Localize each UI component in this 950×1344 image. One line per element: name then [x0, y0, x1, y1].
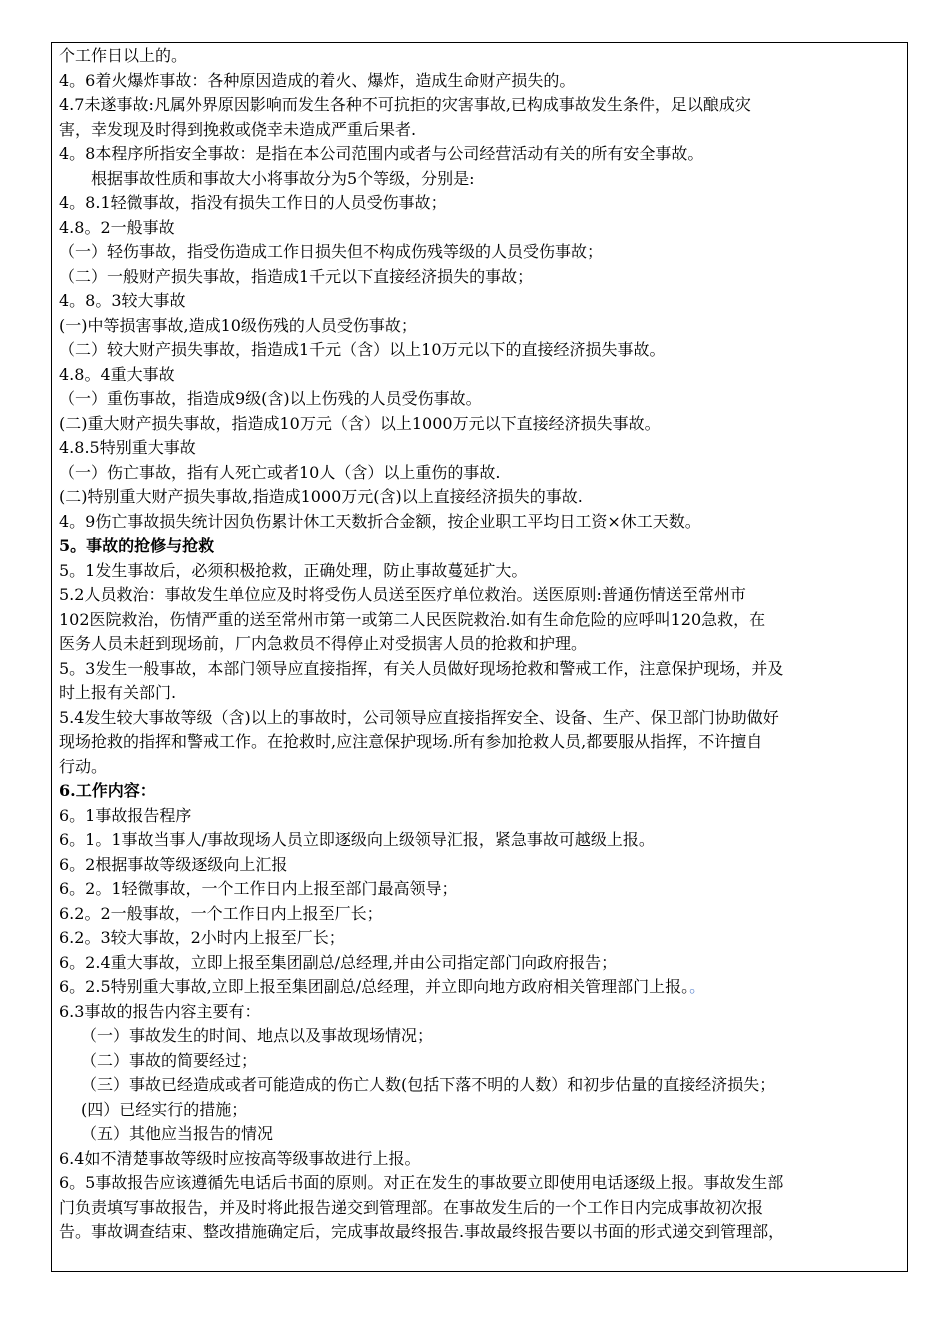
line-text: (四）已经实行的措施； [81, 1099, 248, 1119]
text-line [59, 583, 907, 608]
text-line [59, 118, 907, 143]
text-line [59, 191, 907, 216]
line-text: 现场抢救的指挥和警戒工作。在抢救时,应注意保护现场.所有参加抢救人员,都要服从指挥，不许擅自 [59, 732, 763, 751]
text-line [59, 289, 907, 314]
text-line [59, 657, 907, 682]
line-text: 6.4如不清楚事故等级时应按高等级事故进行上报。 [59, 1148, 421, 1168]
text-line [59, 804, 907, 829]
text-line [59, 265, 907, 290]
text-line [59, 926, 907, 951]
text-line [59, 608, 907, 633]
line-text: （二）较大财产损失事故，指造成1千元（含）以上10万元以下的直接经济损失事故。 [59, 340, 666, 359]
text-line [59, 240, 907, 265]
text-line [59, 1122, 907, 1147]
line-text: 6。2.5特别重大事故,立即上报至集团副总/总经理，并立即向地方政府相关管理部门上报。 [59, 977, 690, 996]
line-text: （一）重伤事故，指造成9级(含)以上伤残的人员受伤事故。 [59, 389, 482, 408]
line-text: 告。事故调查结束、整改措施确定后，完成事故最终报告.事故最终报告要以书面的形式递交到管理部， [59, 1222, 785, 1241]
text-line [59, 461, 907, 486]
line-text: (一)中等损害事故,造成10级伤残的人员受伤事故； [59, 315, 417, 335]
line-text: 6。1事故报告程序 [59, 805, 192, 825]
line-text: 6。2.4重大事故，立即上报至集团副总/总经理,并由公司指定部门向政府报告； [59, 952, 618, 972]
text-line [59, 755, 907, 780]
text-line [59, 730, 907, 755]
text-line [59, 681, 907, 706]
line-text: （一）事故发生的时间、地点以及事故现场情况； [81, 1026, 434, 1045]
line-text: 6。2。1轻微事故，一个工作日内上报至部门最高领导； [59, 879, 458, 898]
line-text: 6。2根据事故等级逐级向上汇报 [59, 854, 288, 874]
line-text: 4.8。2一般事故 [59, 217, 175, 237]
text-line [59, 1171, 907, 1196]
text-line [59, 314, 907, 339]
line-text: （三）事故已经造成或者可能造成的伤亡人数(包括下落不明的人数）和初步估量的直接经济损失； [81, 1075, 776, 1094]
text-line [59, 387, 907, 412]
text-line [59, 853, 907, 878]
line-text: 行动。 [59, 756, 108, 776]
line-text: 4。8。3较大事故 [59, 291, 186, 310]
text-line [59, 706, 907, 731]
line-text: 5。1发生事故后，必须积极抢救，正确处理，防止事故蔓延扩大。 [59, 560, 528, 580]
text-line [59, 559, 907, 584]
line-text: 6.2。2一般事故，一个工作日内上报至厂长； [59, 903, 383, 923]
text-line [59, 1220, 907, 1245]
text-line [59, 1098, 907, 1123]
line-text: (二)重大财产损失事故，指造成10万元（含）以上1000万元以下直接经济损失事故。 [59, 413, 661, 433]
text-line [59, 828, 907, 853]
text-line [59, 412, 907, 437]
line-text: 5.4发生较大事故等级（含)以上的事故时，公司领导应直接指挥安全、设备、生产、保卫部门协助做好 [59, 707, 779, 727]
text-line [59, 877, 907, 902]
text-line [59, 338, 907, 363]
text-line [59, 632, 907, 657]
line-text: 医务人员未赶到现场前，厂内急救员不得停止对受损害人员的抢救和护理。 [59, 634, 588, 653]
line-text: （二）事故的简要经过； [81, 1050, 258, 1070]
section-heading [59, 779, 907, 804]
line-text: 5.2人员救治：事故发生单位应及时将受伤人员送至医疗单位救治。送医原则:普通伤情送至常州市 [59, 585, 746, 604]
text-line [59, 1024, 907, 1049]
document-body [59, 44, 907, 1245]
line-text: 6.3事故的报告内容主要有： [59, 1001, 261, 1021]
text-line [59, 510, 907, 535]
text-line [59, 93, 907, 118]
text-line [59, 1147, 907, 1172]
line-text: 102医院救治，伤情严重的送至常州市第一或第二人民医院救治.如有生命危险的应呼叫120急救，在 [59, 609, 766, 629]
line-text: （一）轻伤事故，指受伤造成工作日损失但不构成伤残等级的人员受伤事故； [59, 242, 604, 261]
section-heading [59, 534, 907, 559]
line-text: 4。6着火爆炸事故：各种原因造成的着火、爆炸，造成生命财产损失的。 [59, 70, 576, 90]
text-line [59, 485, 907, 510]
text-line [59, 902, 907, 927]
text-line [59, 69, 907, 94]
line-text: 根据事故性质和事故大小将事故分为5个等级，分别是: [91, 168, 475, 188]
text-line [59, 142, 907, 167]
line-text: 个工作日以上的。 [59, 46, 188, 65]
line-text: 4。8.1轻微事故，指没有损失工作日的人员受伤事故； [59, 193, 447, 212]
text-line [59, 1000, 907, 1025]
text-line [59, 975, 907, 1000]
line-text: 4.8。4重大事故 [59, 364, 175, 384]
line-text: 时上报有关部门. [59, 683, 177, 702]
line-text: 门负责填写事故报告，并及时将此报告递交到管理部。在事故发生后的一个工作日内完成事故初次报 [59, 1197, 764, 1217]
line-text: （二）一般财产损失事故，指造成1千元以下直接经济损失的事故； [59, 266, 534, 286]
line-text: 4.8.5特别重大事故 [59, 438, 196, 457]
line-text: 5。事故的抢修与抢救 [59, 536, 215, 555]
text-line [59, 44, 907, 69]
text-line [59, 436, 907, 461]
line-text: （五）其他应当报告的情况 [81, 1124, 274, 1143]
text-line [59, 363, 907, 388]
line-text: 5。3发生一般事故，本部门领导应直接指挥，有关人员做好现场抢救和警戒工作，注意保护现场，并及 [59, 658, 784, 678]
line-text: 6.工作内容： [59, 781, 156, 800]
line-text: （一）伤亡事故，指有人死亡或者10人（含）以上重伤的事故. [59, 462, 501, 482]
text-line [59, 1196, 907, 1221]
line-text: 6。1。1事故当事人/事故现场人员立即逐级向上级领导汇报，紧急事故可越级上报。 [59, 830, 655, 849]
text-line [59, 216, 907, 241]
text-line [59, 951, 907, 976]
text-line [59, 1049, 907, 1074]
line-text: 4。9伤亡事故损失统计因负伤累计休工天数折合金额，按企业职工平均日工资×休工天数。 [59, 511, 701, 531]
line-text: (二)特别重大财产损失事故,指造成1000万元(含)以上直接经济损失的事故. [59, 487, 583, 506]
text-line [59, 167, 907, 192]
line-text: 4.7未遂事故:凡属外界原因影响而发生各种不可抗拒的灾害事故,已构成事故发生条件，足以酿成灾 [59, 95, 751, 114]
text-line [59, 1073, 907, 1098]
trailing-mark: 。 [689, 977, 706, 996]
line-text: 害，幸发现及时得到挽救或侥幸未造成严重后果者. [59, 119, 417, 139]
line-text: 4。8本程序所指安全事故：是指在本公司范围内或者与公司经营活动有关的所有安全事故。 [59, 144, 704, 163]
line-text: 6.2。3较大事故，2小时内上报至厂长； [59, 928, 345, 947]
line-text: 6。5事故报告应该遵循先电话后书面的原则。对正在发生的事故要立即使用电话逐级上报。事故发生部 [59, 1173, 784, 1192]
